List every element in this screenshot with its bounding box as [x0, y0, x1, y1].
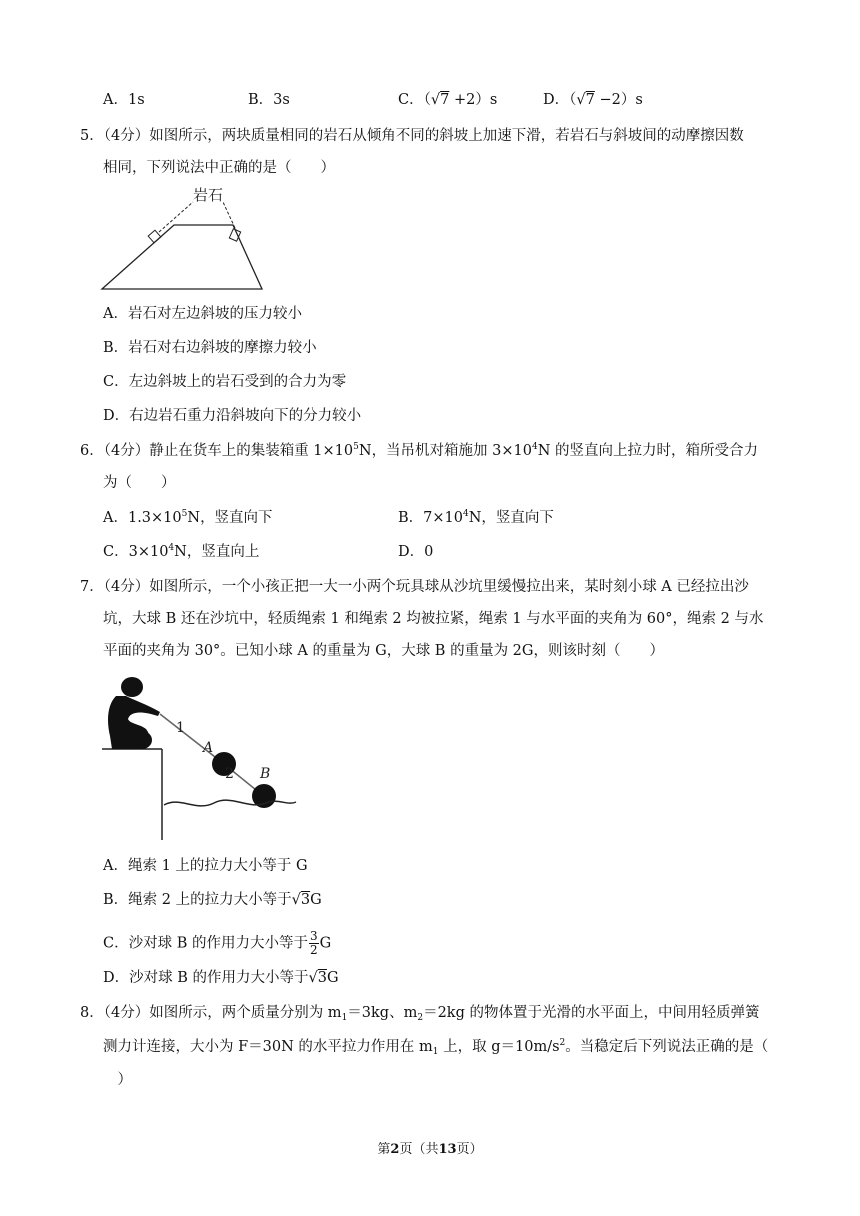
q7-stem-line3: 平面的夹角为 30°。已知小球 A 的重量为 G，大球 B 的重量为 2G，则该时刻（ ）: [103, 643, 664, 659]
q4-option-a: A．1s: [103, 92, 145, 108]
sqrt-symbol: √3: [291, 892, 311, 908]
q5-option-b: B．岩石对右边斜坡的摩擦力较小: [103, 340, 317, 356]
q6-option-d: D．0: [398, 544, 434, 560]
q7-stem-line1: 7．（4分）如图所示，一个小孩正把一大一小两个玩具球从沙坑里缓慢拉出来，某时刻小球 A 已经拉出沙: [80, 579, 749, 595]
rope-1: [160, 714, 224, 764]
page-footer: 第2页（共13页）: [377, 1142, 483, 1157]
q7-sandpit-figure: [100, 674, 305, 844]
rope1-label: 1: [176, 720, 185, 736]
q7-option-b: B．绳索 2 上的拉力大小等于√3G: [103, 892, 322, 908]
q6-stem-line2: 为（ ）: [103, 475, 176, 491]
q7-option-a: A．绳索 1 上的拉力大小等于 G: [103, 858, 308, 874]
q5-stem-line2: 相同，下列说法中正确的是（ ）: [103, 160, 335, 176]
sqrt-symbol: √7: [430, 92, 450, 108]
q7-option-d: D．沙对球 B 的作用力大小等于√3G: [103, 970, 339, 986]
left-rock: [148, 230, 161, 243]
q7-option-c: C．沙对球 B 的作用力大小等于 $\frac{3}{2}$ G: [103, 929, 332, 957]
q6-option-c: C．$3\times 10^4N$，竖直向上: [103, 543, 260, 560]
child-silhouette: [108, 677, 160, 749]
q8-stem-line3: ）: [103, 1072, 132, 1088]
q4-option-b: B．3s: [248, 92, 290, 108]
q5-stem-line1: 5．（4分）如图所示，两块质量相同的岩石从倾角不同的斜坡上加速下滑，若岩石与斜坡间的动摩擦因数: [80, 128, 744, 144]
q6-option-a: A．$1.3\times 10^5N$，竖直向下: [103, 509, 273, 526]
sqrt-symbol: √3: [308, 970, 327, 986]
q5-option-d: D．右边岩石重力沿斜坡向下的分力较小: [103, 408, 362, 424]
sqrt-symbol: √7: [576, 92, 595, 108]
rock-label: 岩石: [192, 186, 224, 204]
q5-slope-figure: [95, 180, 285, 295]
fraction: $\frac{3}{2}$: [309, 929, 318, 957]
q6-stem-line1: 6．（4分）静止在货车上的集装箱重 $1\times 10^5N$，当吊机对箱施加 $3\times 10^4N$ 的竖直向上拉力时，箱所受合力: [80, 442, 759, 459]
rope2-label: 2: [225, 766, 234, 782]
ball-a-label: A: [203, 740, 214, 756]
q7-stem-line2: 坑，大球 B 还在沙坑中，轻质绳索 1 和绳索 2 均被拉紧，绳索 1 与水平面的夹角为 60°，绳索 2 与水: [103, 611, 764, 627]
q4-option-c: C．（√7 +2）s: [398, 92, 498, 108]
sand-surface: [164, 800, 296, 806]
q8-stem-line2: 测力计连接，大小为 F＝30N 的水平拉力作用在 $m_1$ 上，取 $g=10m/s^2$。当稳定后下列说法正确的是（: [103, 1038, 769, 1057]
ball-b-label: B: [260, 766, 271, 782]
q4-option-d: D．（√7 −2）s: [543, 92, 643, 108]
q6-option-b: B．$7\times 10^4N$，竖直向下: [398, 509, 554, 526]
q5-option-a: A．岩石对左边斜坡的压力较小: [103, 306, 302, 322]
q5-option-c: C．左边斜坡上的岩石受到的合力为零: [103, 374, 347, 390]
q8-stem-line1: 8．（4分）如图所示，两个质量分别为 $m_1=3kg$、$m_2=2kg$ 的物体置于光滑的水平面上，中间用轻质弹簧: [80, 1005, 760, 1023]
